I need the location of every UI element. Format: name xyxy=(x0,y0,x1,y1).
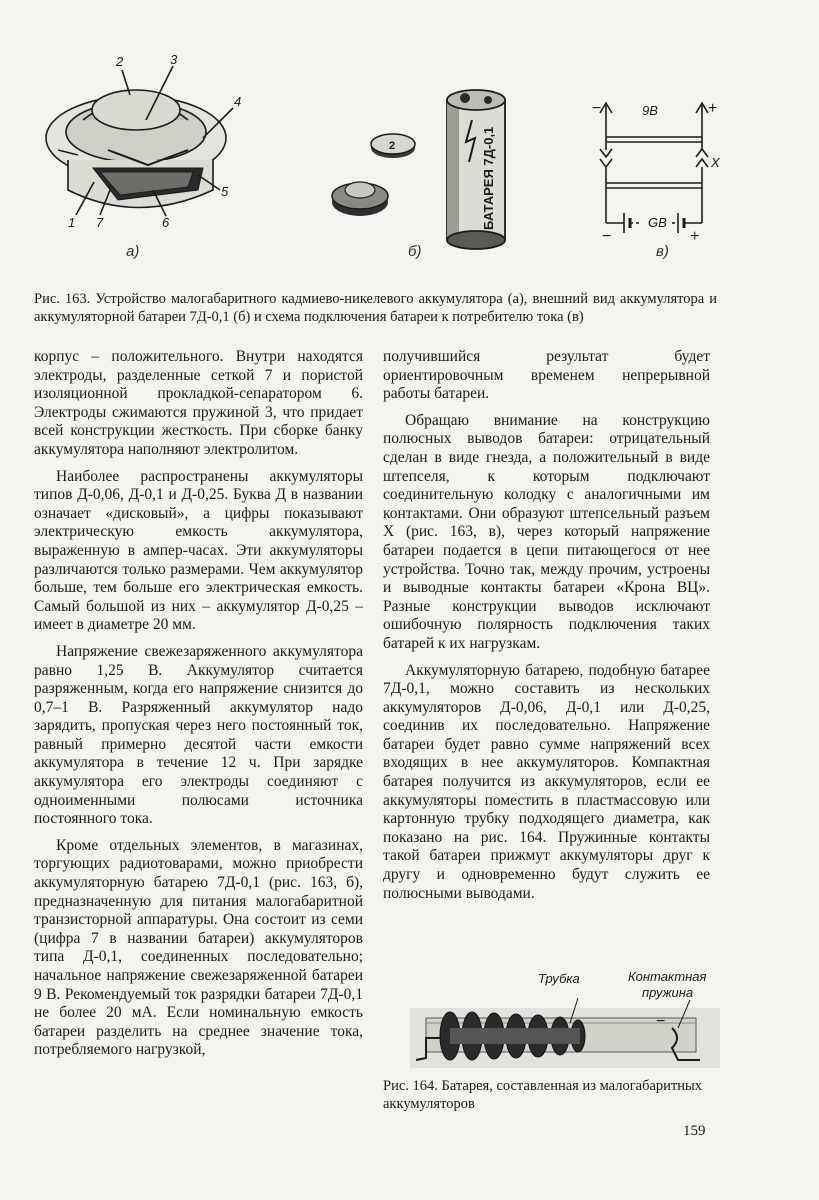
figure-163a-accumulator-cutaway xyxy=(38,50,253,230)
label-7: 7 xyxy=(96,215,104,230)
paragraph: получившийся результат будет ориентировочным временем непрерывной работы батареи. xyxy=(383,348,710,403)
plus-top: + xyxy=(708,100,718,117)
label-3: 3 xyxy=(170,52,178,67)
figure-164-caption: Рис. 164. Батарея, составленная из малогабаритных аккумуляторов xyxy=(383,1078,702,1112)
paragraph: Обращаю внимание на конструкцию полюсных выводов батареи: отрицательный сделан в виде гнезда, а положительный в виде штепселя, к которым подключают соединительную колодку с аналогичными им контактами. Они образуют штепсельный разъем X (рис. 163, в), через который напряжение батареи подается в цепи питающегося от нее устройства. Точно так, между прочим, устроены и выводные контакты батареи «Крона ВЦ». Разные конструкции выводов исключают ошибочную полярность подключения таких батарей к их нагрузкам. xyxy=(383,411,710,652)
voltage-label: 9В xyxy=(642,103,658,118)
paragraph: корпус – положительного. Внутри находятся электроды, разделенные сеткой 7 и пористой изоляционной прокладкой-сепаратором 6. Электроды сжимаются пружиной 3, что придает всей конструкции жесткость. При сборке банку аккумулятора наполняют электролитом. xyxy=(34,348,363,458)
figure-163b-battery xyxy=(325,80,535,250)
battery-cylinder xyxy=(447,90,505,249)
label-6: 6 xyxy=(162,215,170,230)
panel-label-a: а) xyxy=(126,243,140,260)
figure-163-caption: Рис. 163. Устройство малогабаритного кадмиево-никелевого аккумулятора (а), внешний вид аккумулятора и аккумуляторной батареи 7Д-0,1 (б) и схема подключения батареи к потребителю тока (в) xyxy=(34,291,717,325)
page-number: 159 xyxy=(683,1123,706,1139)
label-5: 5 xyxy=(221,184,229,199)
label-4: 4 xyxy=(234,94,242,109)
battery-gb-label: GB xyxy=(648,215,667,230)
panel-label-v: в) xyxy=(656,243,669,260)
connector-x-label: X xyxy=(711,155,720,170)
coin-accumulator xyxy=(371,134,415,158)
spring-label-line2: пружина xyxy=(642,985,694,1000)
figure-164-battery-in-tube xyxy=(410,968,720,1073)
right-column xyxy=(383,348,710,911)
left-column xyxy=(34,348,363,1068)
battery-label: БАТАРЕЯ 7Д-0,1 xyxy=(481,126,496,230)
label-2: 2 xyxy=(116,54,124,69)
minus-bottom: − xyxy=(602,228,612,245)
svg-text:2: 2 xyxy=(389,140,396,152)
paragraph: Аккумуляторную батарею, подобную батарее 7Д-0,1, можно составить из нескольких аккумуляторов Д-0,06, Д-0,1 или Д-0,25, соединив их последовательно. Напряжение батареи будет равно сумме напряжений всех входящих в нее аккумуляторов. Компактная батарея получится из аккумуляторов, если ее аккумуляторы поместить в пластмассовую или картонную трубку подходящего диаметра, как показано на рис. 164. Пружинные контакты такой батареи прижмут аккумуляторы друг к другу и одновременно будут служить ее полюсными выводами. xyxy=(383,661,710,902)
panel-label-b: б) xyxy=(408,243,422,260)
figure-163v-schematic xyxy=(590,95,725,245)
paragraph: Кроме отдельных элементов, в магазинах, торгующих радиотоварами, можно приобрести аккумуляторную батарею 7Д-0,1 (рис. 163, б), предназначенную для питания малогабаритной транзисторной аппаратуры. Она состоит из семи (цифра 7 в названии батареи) аккумуляторов типа Д-0,1, соединенных последовательно; начальное напряжение свежезаряженной батареи 9 В. Рекомендуемый ток разрядки батареи 7Д-0,1 не более 20 мА. Если номинальную емкость батареи разделить на среднее значение тока, потребляемого нагрузкой, xyxy=(34,836,363,1059)
label-1: 1 xyxy=(68,215,76,230)
paragraph: Напряжение свежезаряженного аккумулятора равно 1,25 В. Аккумулятор считается разряженным, когда его напряжение снизится до 0,7–1 В. Разряженный аккумулятор надо зарядить, пропуская через него постоянный ток, равный примерно десятой части емкости аккумулятора в течение 12 ч. При зарядке аккумулятора его электроды соединяют с одноименными полюсами источника постоянного тока. xyxy=(34,642,363,828)
spring-label-line1: Контактная xyxy=(628,969,707,984)
plus-bottom: + xyxy=(690,228,700,245)
minus-terminal: − xyxy=(656,1013,666,1030)
tube-label: Трубка xyxy=(538,971,580,986)
minus-top: − xyxy=(592,100,602,117)
paragraph: Наиболее распространены аккумуляторы типов Д-0,06, Д-0,1 и Д-0,25. Буква Д в названии означает «дисковый», а цифры показывают электрическую емкость аккумулятора, выраженную в ампер-часах. Эти аккумуляторы различаются только размерами. Чем аккумулятор больше, тем больше его электрическая емкость. Самый большой из них – аккумулятор Д-0,25 – имеет в диаметре 20 мм. xyxy=(34,467,363,634)
terminal-accumulator xyxy=(332,182,388,216)
